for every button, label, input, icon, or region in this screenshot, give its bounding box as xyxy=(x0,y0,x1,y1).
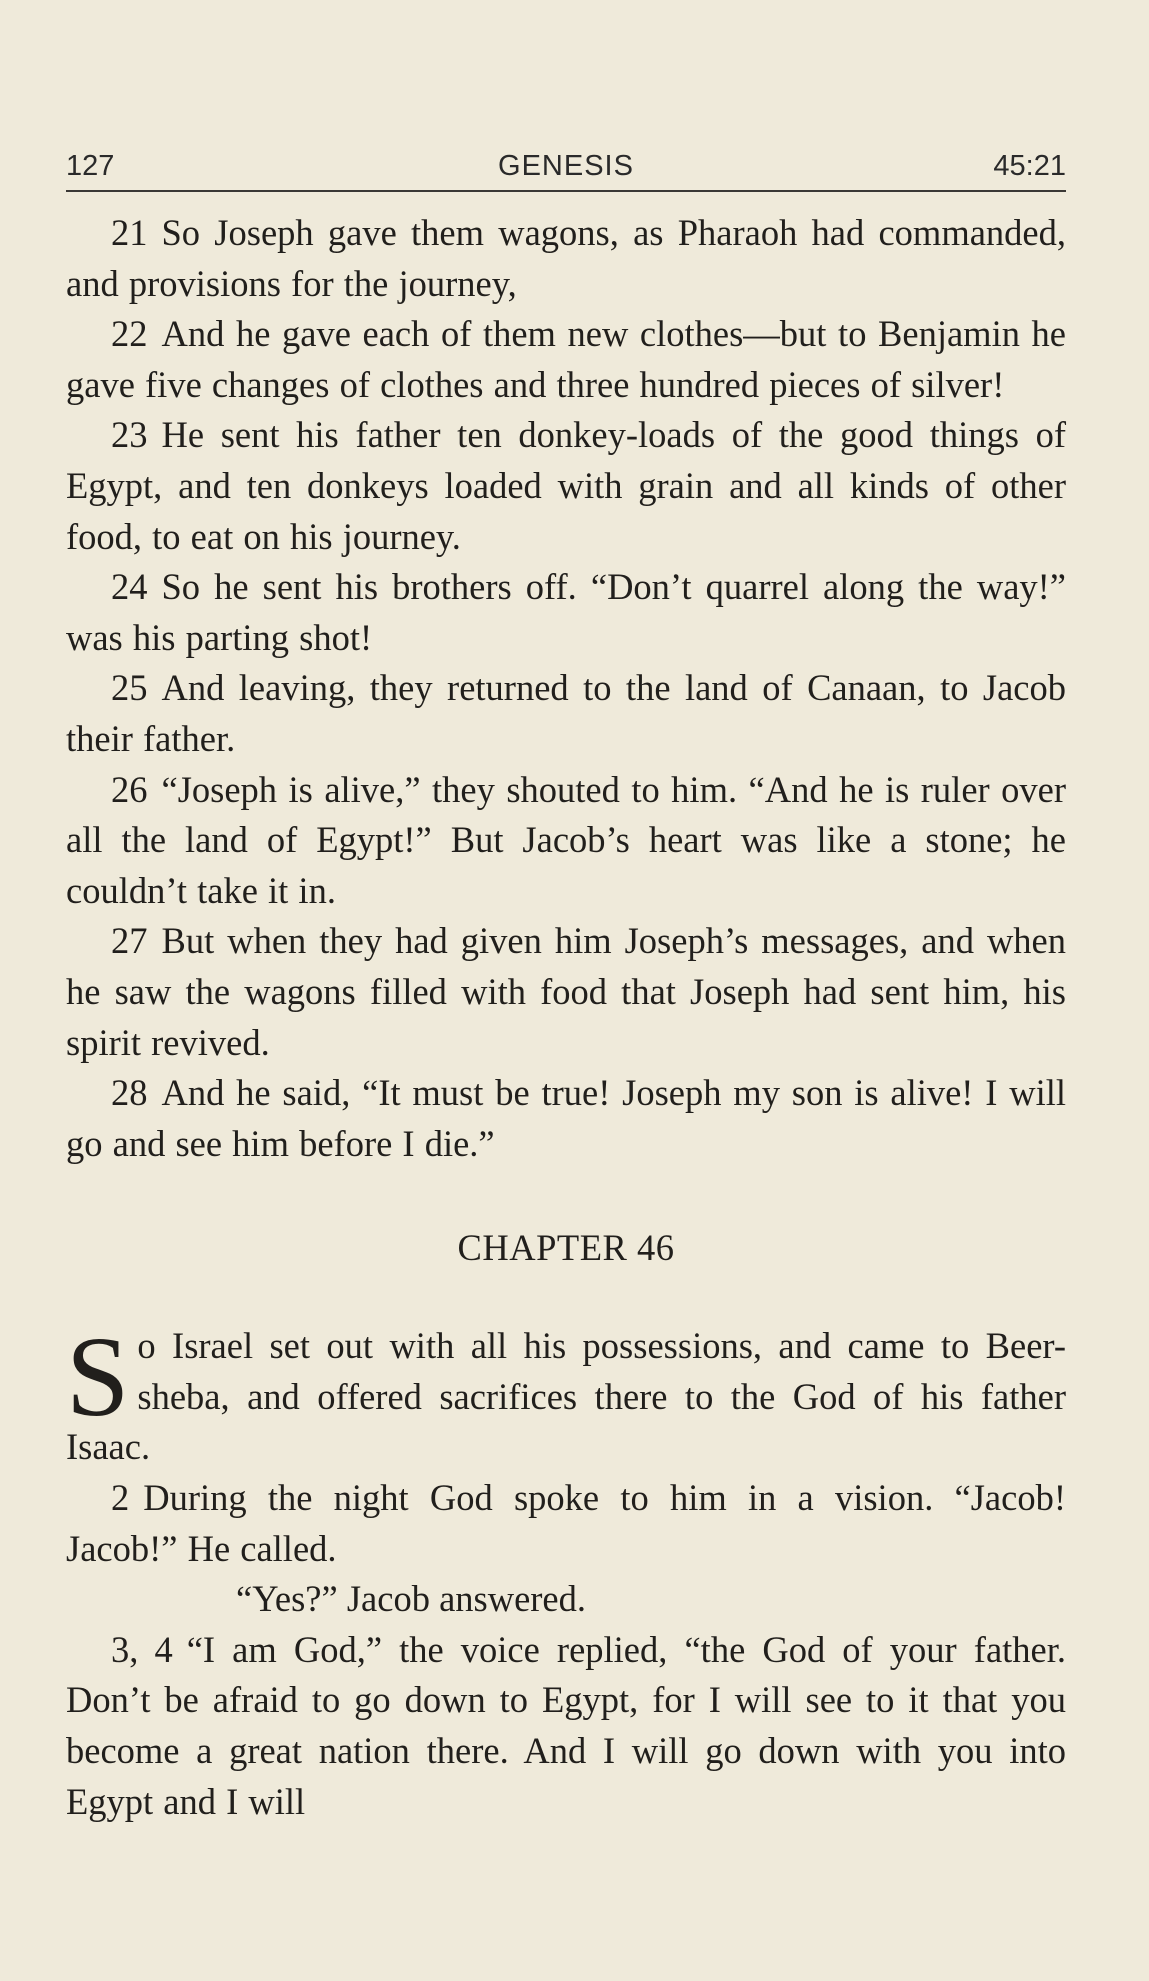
verse-number: 25 xyxy=(111,667,148,709)
reply-line: “Yes?” Jacob answered. xyxy=(236,1578,587,1620)
book-title: GENESIS xyxy=(498,150,634,182)
page-number: 127 xyxy=(66,150,115,182)
verse-27 xyxy=(66,916,1066,1068)
book-page xyxy=(66,0,1066,1981)
running-header xyxy=(66,146,1066,192)
verse-number: 24 xyxy=(111,566,148,608)
verse-text: But when they had given him Joseph’s messages, and when he saw the wagons filled with food that Joseph had sent him, his spirit revived. xyxy=(66,920,1066,1063)
verse-text: So he sent his brothers off. “Don’t quarrel along the way!” was his parting shot! xyxy=(66,566,1066,658)
verse-21 xyxy=(66,208,1066,309)
verse-text: During the night God spoke to him in a vision. “Jacob! Jacob!” He called. xyxy=(66,1477,1066,1569)
verse-text: “Joseph is alive,” they shouted to him. “And he is ruler over all the land of Egypt!” But Jacob’s heart was like a stone; he couldn’t take it in. xyxy=(66,768,1066,911)
body-text xyxy=(66,208,1066,1827)
verse-number: 21 xyxy=(111,212,148,253)
verse-text: He sent his father ten donkey-loads of the good things of Egypt, and ten donkeys loaded with grain and all kinds of other food, to eat on his journey. xyxy=(66,414,1066,557)
verse-number: 27 xyxy=(111,920,148,962)
opening-text: o Israel set out with all his possessions, and came to Beer-sheba, and offered sacrifices there to the God of his father Isaac. xyxy=(66,1325,1066,1468)
verse-text: And he said, “It must be true! Joseph my son is alive! I will go and see him before I die.” xyxy=(66,1072,1066,1164)
verse-number: 2 xyxy=(111,1477,130,1519)
verse-2 xyxy=(66,1473,1066,1574)
chapter-verse-reference: 45:21 xyxy=(993,150,1066,182)
verse-text: “I am God,” the voice replied, “the God of your father. Don’t be afraid to go down to Egypt, for I will see to it that you become a great nation there. And I will go down with you into Egypt and I will xyxy=(66,1628,1066,1822)
verse-23 xyxy=(66,410,1066,562)
verse-number: 26 xyxy=(111,768,148,810)
verse-text: So Joseph gave them wagons, as Pharaoh had commanded, and provisions for the journey, xyxy=(66,212,1066,304)
chapter-opening-paragraph xyxy=(66,1313,1066,1473)
verse-22 xyxy=(66,309,1066,410)
verse-25 xyxy=(66,663,1066,764)
verse-28 xyxy=(66,1068,1066,1169)
verse-number: 23 xyxy=(111,414,148,456)
verse-number: 22 xyxy=(111,313,148,355)
chapter-heading: CHAPTER 46 xyxy=(457,1227,675,1269)
verse-3-4 xyxy=(66,1625,1066,1827)
verse-number: 3, 4 xyxy=(111,1628,173,1670)
verse-26 xyxy=(66,765,1066,917)
drop-cap-letter: S xyxy=(66,1313,130,1441)
verse-text: And leaving, they returned to the land of Canaan, to Jacob their father. xyxy=(66,667,1066,759)
verse-text: And he gave each of them new clothes—but to Benjamin he gave five changes of clothes and three hundred pieces of silver! xyxy=(66,313,1066,405)
verse-24 xyxy=(66,562,1066,663)
verse-number: 28 xyxy=(111,1072,148,1114)
